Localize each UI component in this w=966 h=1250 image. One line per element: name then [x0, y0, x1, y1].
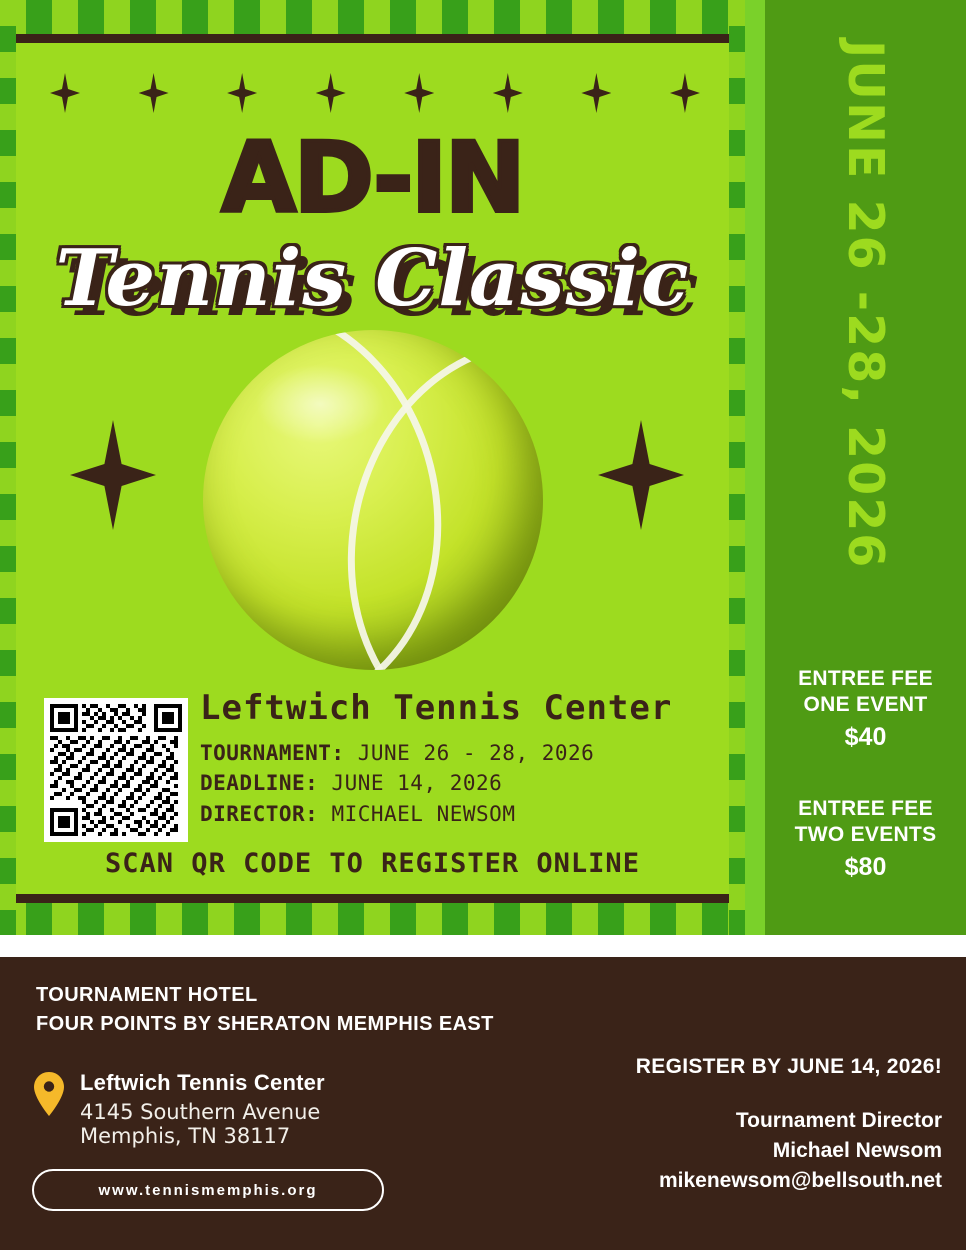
tennis-ball-image	[203, 330, 543, 670]
divider-top	[16, 34, 729, 43]
venue-name: Leftwich Tennis Center	[200, 688, 673, 728]
fee-two-events-amount: $80	[844, 852, 887, 881]
register-deadline-callout: REGISTER BY JUNE 14, 2026!	[635, 1055, 942, 1078]
location-pin-icon	[34, 1072, 64, 1116]
footer-director-name: Michael Newsom	[772, 1139, 942, 1162]
tournament-date-value: JUNE 26 - 28, 2026	[357, 741, 595, 765]
website-link[interactable]: www.tennismemphis.org	[32, 1169, 384, 1211]
hotel-label: TOURNAMENT HOTEL	[36, 984, 258, 1006]
sparkle-icon	[50, 73, 80, 113]
title-script: Tennis Classic	[55, 233, 690, 324]
fee-two-events-label-line1: ENTREE FEE	[798, 797, 933, 820]
divider-bottom	[16, 894, 729, 903]
fee-two-events	[765, 796, 966, 882]
hotel-name: FOUR POINTS BY SHERATON MEMPHIS EAST	[36, 1013, 494, 1035]
qr-code[interactable]	[44, 698, 188, 842]
sparkle-icon	[139, 73, 169, 113]
sparkle-icon	[404, 73, 434, 113]
sparkle-icon	[227, 73, 257, 113]
checker-border-bottom	[0, 903, 745, 935]
sparkle-icon	[670, 73, 700, 113]
footer-director-title: Tournament Director	[735, 1109, 942, 1132]
fee-one-event-label-line1: ENTREE FEE	[798, 667, 933, 690]
tournament-info	[200, 738, 594, 829]
section-divider	[0, 935, 966, 957]
scan-qr-cta: SCAN QR CODE TO REGISTER ONLINE	[105, 848, 640, 879]
deadline-value: JUNE 14, 2026	[331, 771, 503, 796]
fee-one-event-label-line2: ONE EVENT	[803, 693, 928, 717]
address-line2: Memphis, TN 38117	[80, 1124, 291, 1148]
qr-code-svg	[50, 704, 182, 836]
sparkle-icon	[316, 73, 346, 113]
tournament-date-row	[200, 738, 594, 768]
director-value: MICHAEL NEWSOM	[331, 801, 516, 826]
tennis-ball-highlight	[255, 364, 385, 444]
event-dates-text: JUNE 26 -28, 2026	[837, 40, 894, 570]
location-pin-svg	[34, 1072, 64, 1116]
event-dates-vertical	[765, 40, 966, 630]
sparkle-icon	[581, 73, 611, 113]
deadline-row	[200, 768, 594, 798]
address-line1: 4145 Southern Avenue	[80, 1100, 321, 1124]
fee-one-event-amount: $40	[844, 722, 887, 751]
checker-border-top	[0, 0, 745, 34]
sparkle-row	[50, 70, 700, 116]
fee-two-events-label-line2: TWO EVENTS	[794, 823, 937, 847]
director-row	[200, 799, 594, 829]
tournament-date-label: TOURNAMENT:	[200, 741, 345, 765]
fee-one-event	[765, 666, 966, 752]
flyer-footer	[0, 957, 966, 1250]
deadline-label: DEADLINE:	[200, 771, 319, 796]
address-title: Leftwich Tennis Center	[80, 1070, 325, 1095]
footer-director-email[interactable]: mikenewsom@bellsouth.net	[658, 1169, 942, 1192]
director-label: DIRECTOR:	[200, 801, 319, 826]
sparkle-icon	[493, 73, 523, 113]
right-info-column	[765, 0, 966, 935]
title-main: AD-IN	[221, 122, 524, 234]
